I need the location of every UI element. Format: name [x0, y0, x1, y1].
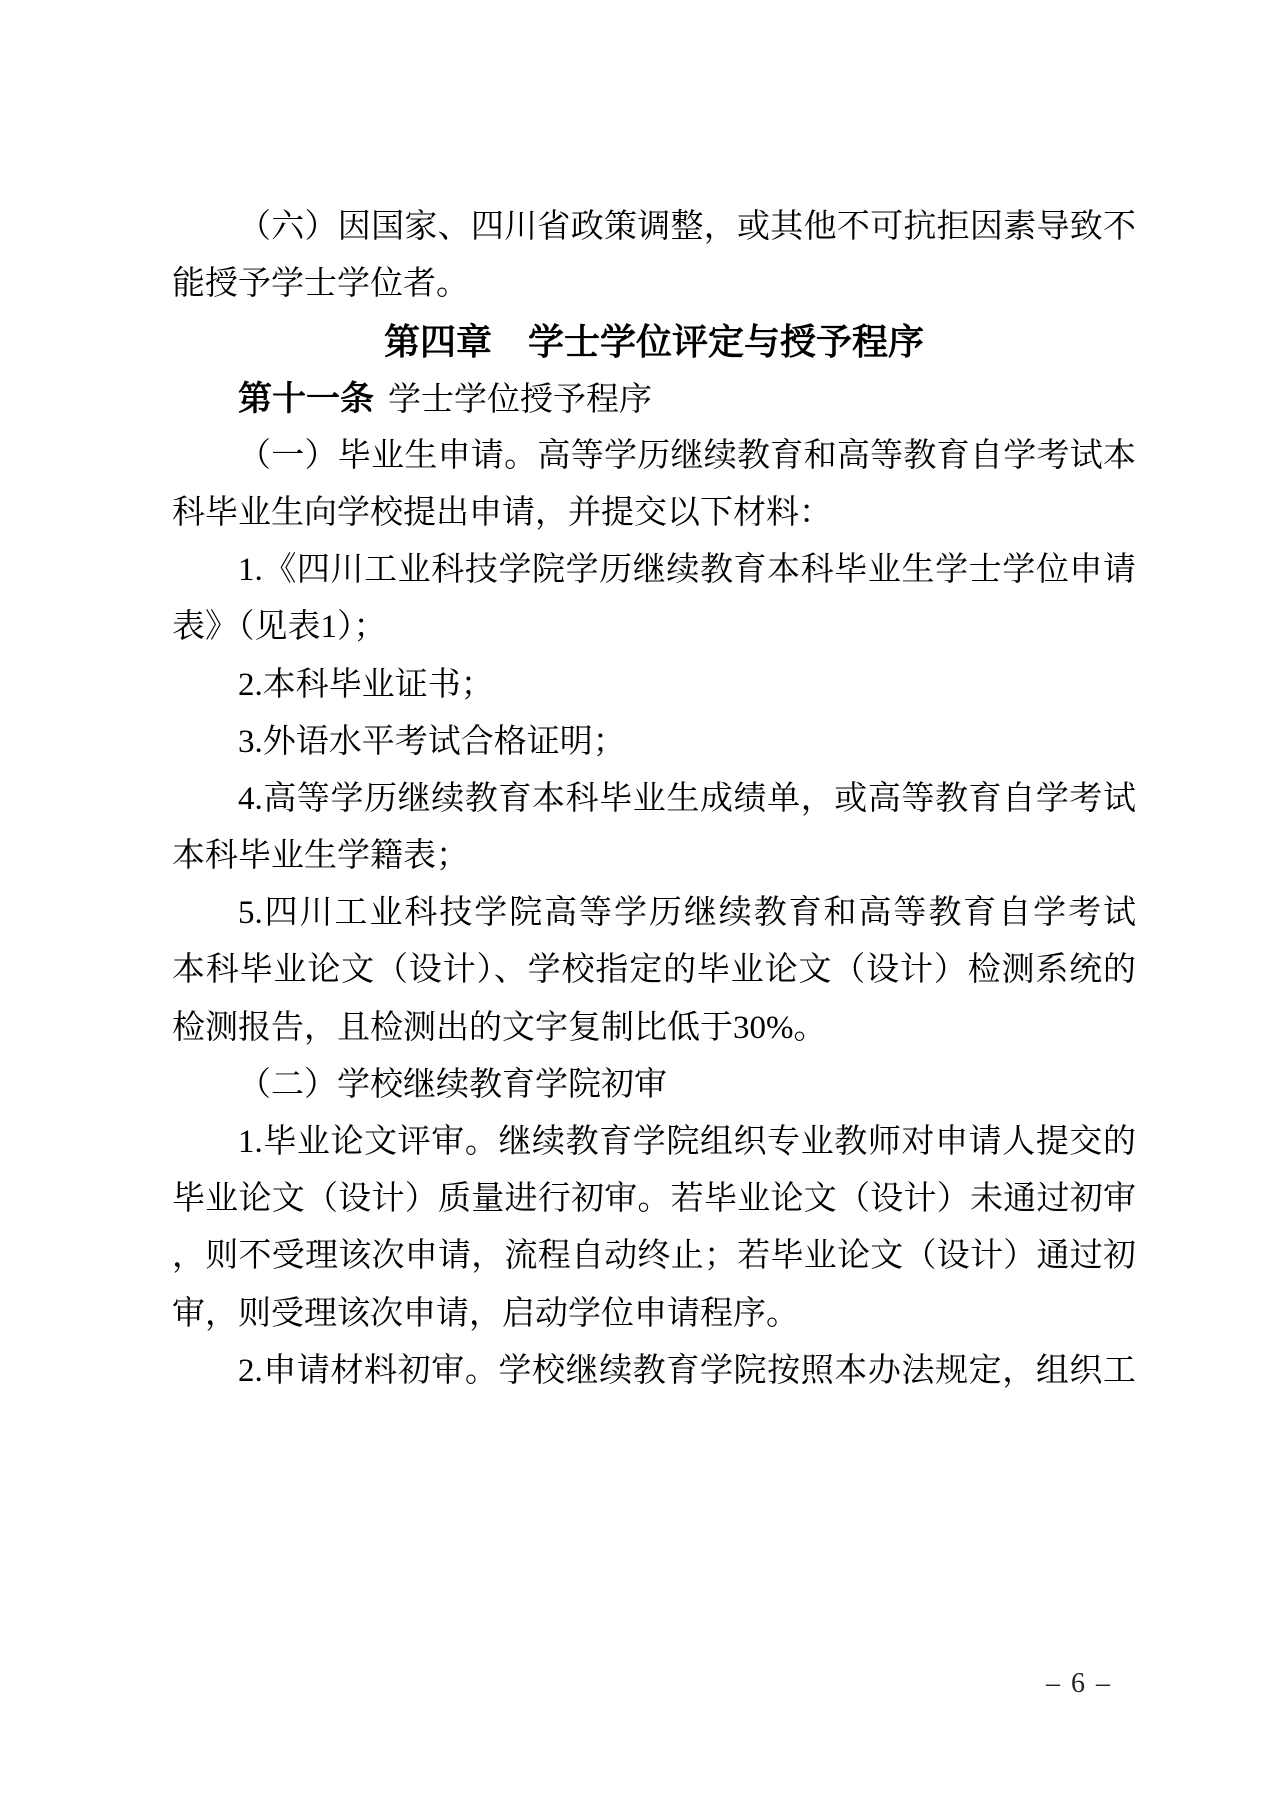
list-item-line: 1.《四川工业科技学院学历继续教育本科毕业生学士学位申请: [238, 552, 1136, 589]
list-item-line: 检测报告，且检测出的文字复制比低于30%。: [172, 1009, 827, 1046]
paragraph-line: （一）毕业生申请。高等学历继续教育和高等教育自学考试本: [238, 437, 1136, 474]
paragraph-line: （六）因国家、四川省政策调整，或其他不可抗拒因素导致不: [238, 209, 1136, 245]
article-number-label: 第十一条: [238, 379, 374, 418]
paragraph-line: 科毕业生向学校提出申请，并提交以下材料：: [172, 494, 832, 531]
list-item-line: 5.四川工业科技学院高等学历继续教育和高等教育自学考试: [238, 895, 1136, 932]
paragraph-line: 1.毕业论文评审。继续教育学院组织专业教师对申请人提交的: [238, 1124, 1136, 1160]
paragraph-line: 能授予学士学位者。: [172, 266, 469, 303]
paragraph-line: ，则不受理该次申请，流程自动终止；若毕业论文（设计）通过初: [172, 1238, 1136, 1275]
page-number: – 6 –: [1046, 1668, 1112, 1699]
list-item-line: 本科毕业生学籍表；: [172, 838, 469, 875]
article-heading: [172, 371, 1136, 428]
document-body: [172, 199, 1136, 1400]
paragraph-line: 毕业论文（设计）质量进行初审。若毕业论文（设计）未通过初审: [172, 1181, 1136, 1218]
list-item-line: 2.本科毕业证书；: [238, 666, 494, 703]
paragraph-line: 2.申请材料初审。学校继续教育学院按照本办法规定，组织工: [238, 1352, 1136, 1389]
list-item-line: 本科毕业论文（设计）、学校指定的毕业论文（设计）检测系统的: [172, 952, 1136, 989]
list-item-line: 4.高等学历继续教育本科毕业生成绩单，或高等教育自学考试: [238, 780, 1136, 817]
paragraph-line: 审，则受理该次申请，启动学位申请程序。: [172, 1295, 799, 1332]
list-item-line: 3.外语水平考试合格证明；: [238, 723, 626, 760]
paragraph-line: （二）学校继续教育学院初审: [238, 1066, 667, 1103]
chapter-heading: 第四章 学士学位评定与授予程序: [383, 321, 924, 363]
list-item-line: 表》（见表1）；: [172, 609, 387, 646]
article-title: 学士学位授予程序: [388, 381, 652, 418]
